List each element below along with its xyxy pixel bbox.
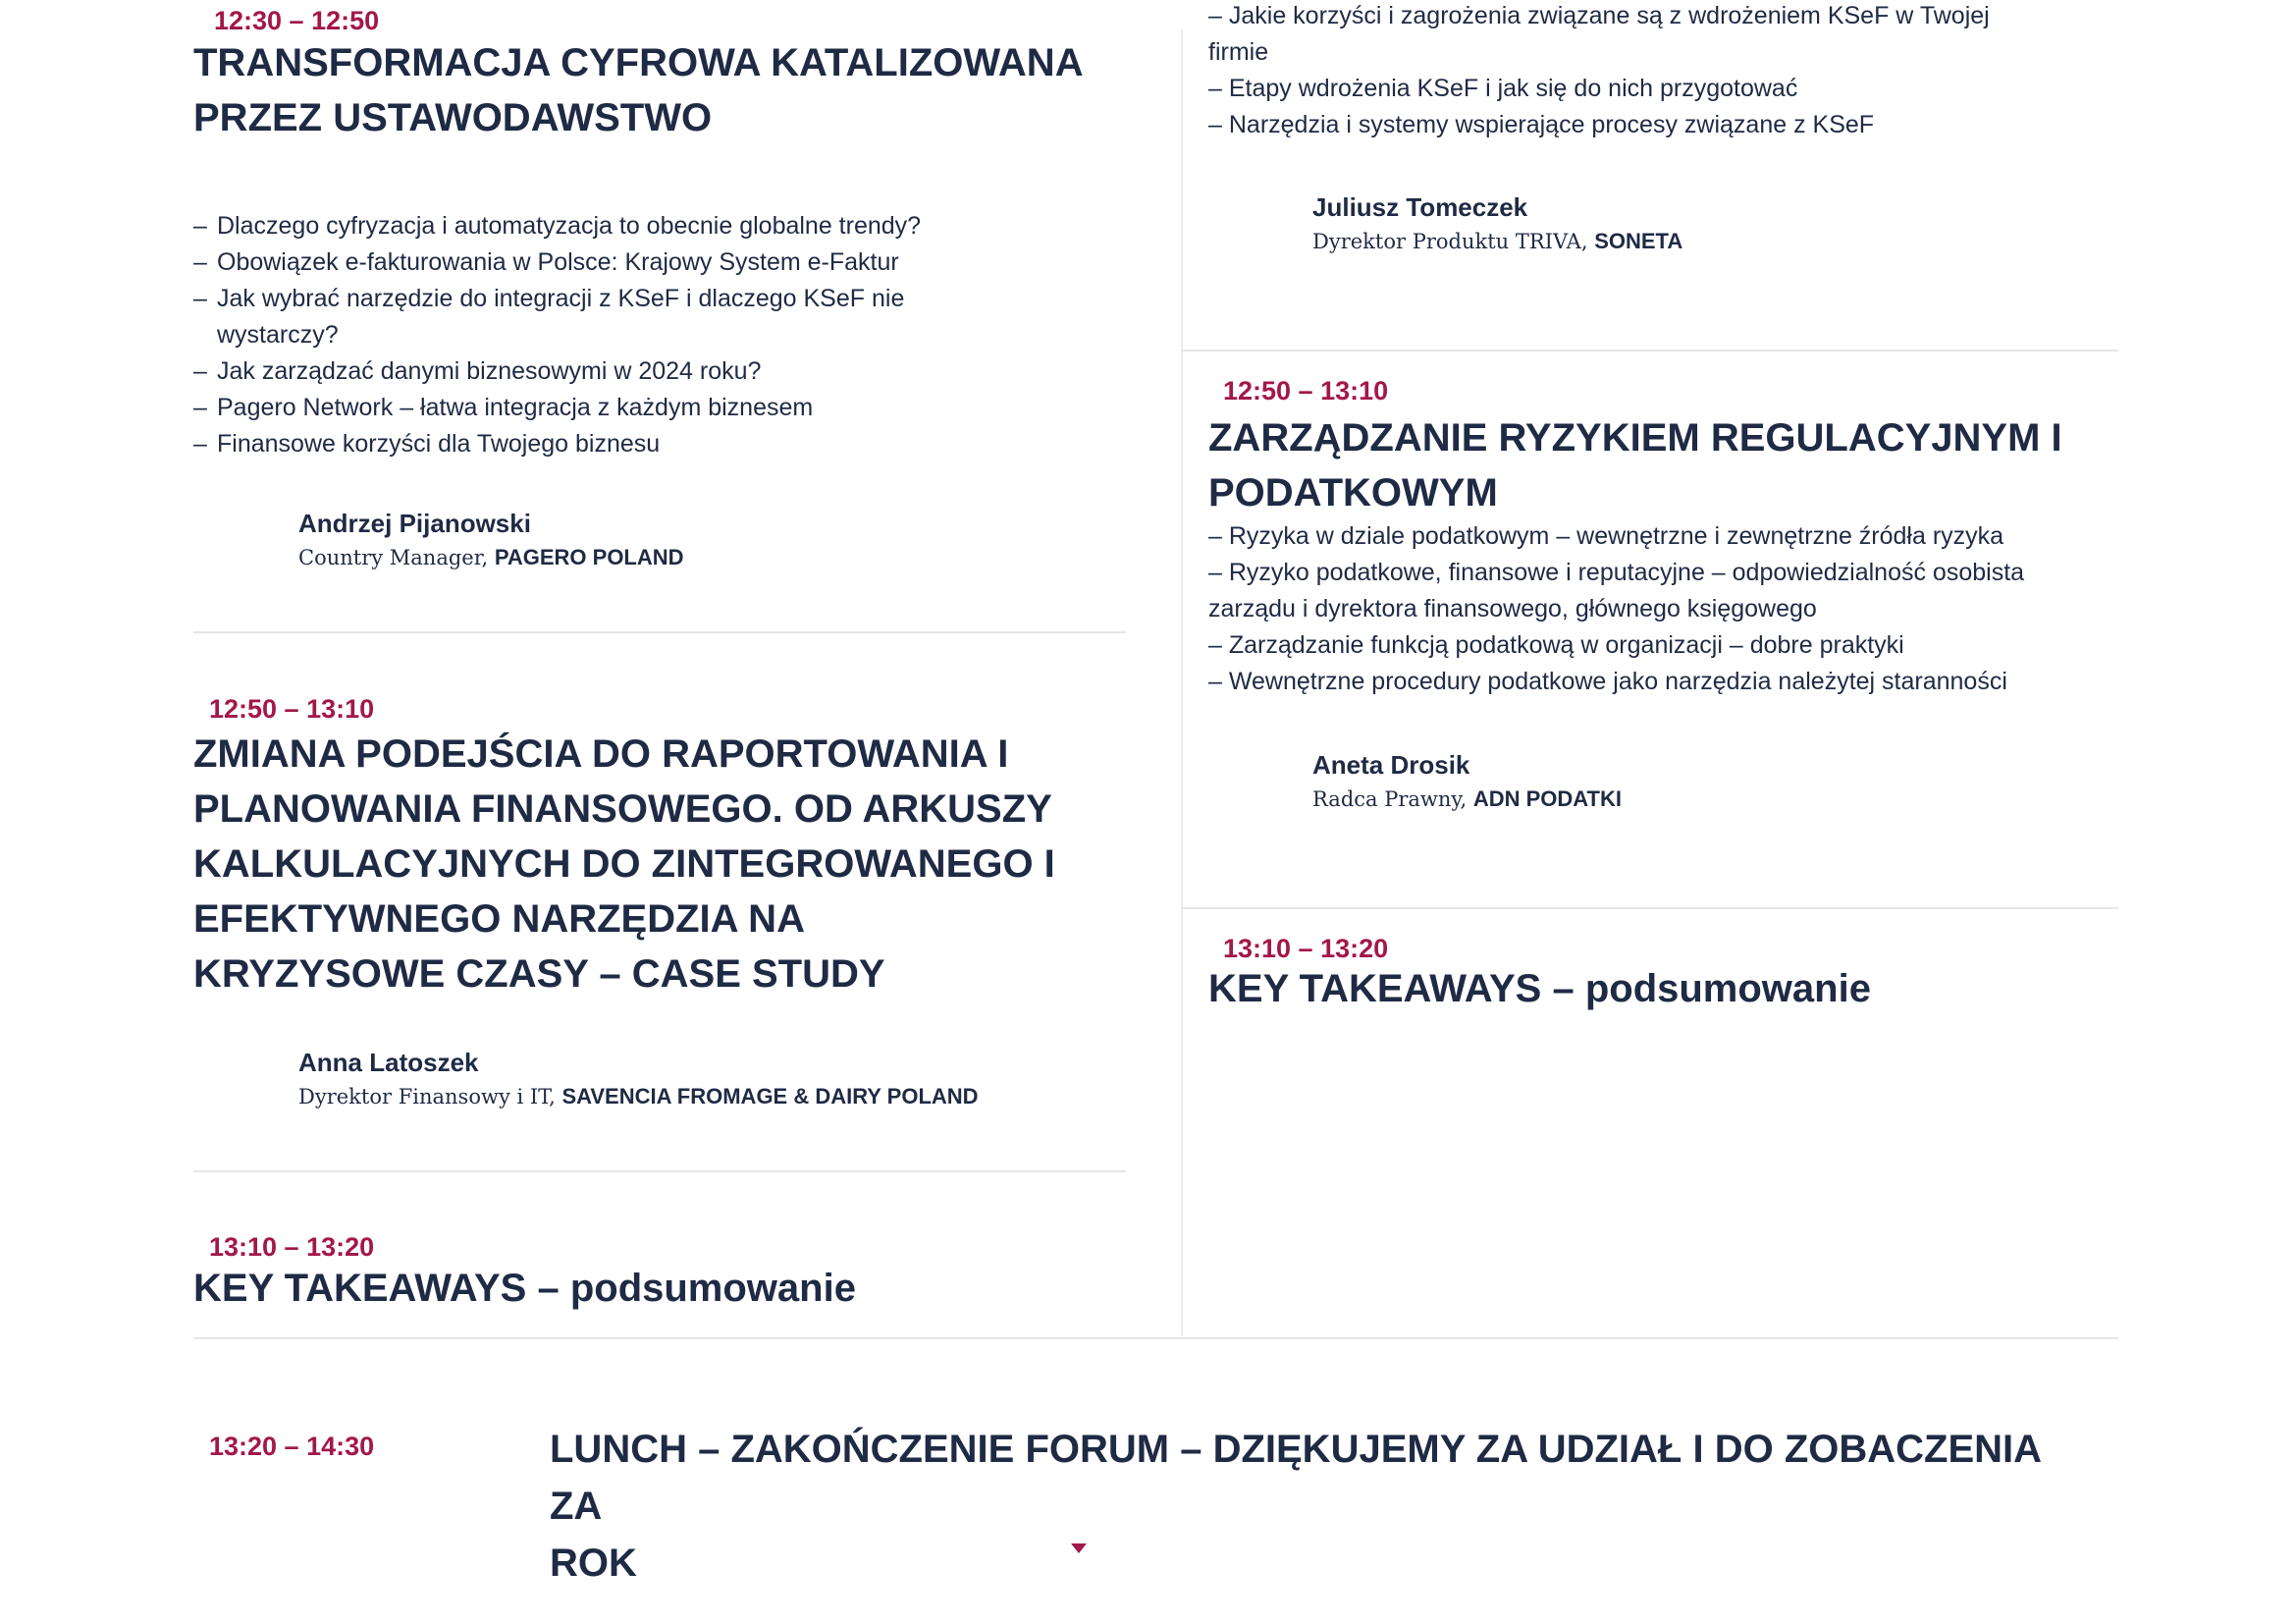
session-bullets xyxy=(193,208,1057,462)
bullet-item: – Etapy wdrożenia KSeF i jak się do nich przygotować xyxy=(1208,75,1798,102)
speaker-position: Country Manager, xyxy=(298,546,495,569)
session-bullets xyxy=(1208,518,2170,700)
session-title xyxy=(1208,410,2141,520)
title-line: TRANSFORMACJA CYFROWA KATALIZOWANA xyxy=(193,41,1084,84)
session-bullets xyxy=(1208,0,2170,143)
title-line: ZMIANA PODEJŚCIA DO RAPORTOWANIA I xyxy=(193,732,1009,776)
session-title xyxy=(193,727,1165,1001)
title-line: KRYZYSOWE CZASY – CASE STUDY xyxy=(193,952,885,996)
section-divider xyxy=(1181,907,2118,909)
bullet-text: Narzędzia i systemy wspierające procesy związane z KSeF xyxy=(1228,111,1875,138)
speaker-position: Radca Prawny, xyxy=(1312,787,1473,811)
triangle-down-icon xyxy=(1071,1543,1087,1553)
speaker-role xyxy=(298,545,684,570)
speaker-role xyxy=(1312,229,1682,254)
bullet-item: – Wewnętrzne procedury podatkowe jako narzędzia należytej staranności xyxy=(1208,668,2007,695)
speaker-company: ADN PODATKI xyxy=(1472,786,1622,811)
bullet-item: – Zarządzanie funkcją podatkową w organizacji – dobre praktyki xyxy=(1208,631,1904,659)
speaker xyxy=(298,1048,979,1109)
bullet-text: Wewnętrzne procedury podatkowe jako narzędzia należytej staranności xyxy=(1228,668,2007,695)
session-title: KEY TAKEAWAYS – podsumowanie xyxy=(1208,967,1871,1010)
bullet-item: – Dlaczego cyfryzacja i automatyzacja to obecnie globalne trendy? xyxy=(193,208,1057,244)
session-title: KEY TAKEAWAYS – podsumowanie xyxy=(193,1267,856,1310)
section-divider xyxy=(193,631,1126,633)
bullet-item: – Jak zarządzać danymi biznesowymi w 2024 roku? xyxy=(193,353,1057,390)
title-line: PRZEZ USTAWODAWSTWO xyxy=(193,96,713,139)
session-title xyxy=(193,35,1126,145)
bullet-continuation: firmie xyxy=(1208,38,1269,66)
bullet-item: – Pagero Network – łatwa integracja z każdym biznesem xyxy=(193,390,1057,426)
bullet-text: Ryzyko podatkowe, finansowe i reputacyjne – odpowiedzialność osobista xyxy=(1228,559,2025,586)
speaker-name: Andrzej Pijanowski xyxy=(298,509,531,538)
bullet-item: – Ryzyko podatkowe, finansowe i reputacyjne – odpowiedzialność osobista xyxy=(1208,559,2025,586)
session-time: 12:30 – 12:50 xyxy=(214,6,380,35)
bullet-continuation: zarządu i dyrektora finansowego, głównego księgowego xyxy=(1208,595,1817,622)
bullet-item: – Jak wybrać narzędzie do integracji z KSeF i dlaczego KSeF nie wystarczy? xyxy=(193,281,992,353)
bullet-text: Zarządzanie funkcją podatkową w organizacji – dobre praktyki xyxy=(1228,631,1904,659)
bullet-text: Ryzyka w dziale podatkowym – wewnętrzne i zewnętrzne źródła ryzyka xyxy=(1228,522,2004,550)
bullet-text: Jakie korzyści i zagrożenia związane są z wdrożeniem KSeF w Twojej xyxy=(1228,2,1990,29)
bullet-item: – Ryzyka w dziale podatkowym – wewnętrzne i zewnętrzne źródła ryzyka xyxy=(1208,522,2004,550)
bullet-item: – Narzędzia i systemy wspierające procesy związane z KSeF xyxy=(1208,111,1875,138)
speaker xyxy=(298,509,684,570)
session-title xyxy=(550,1421,2081,1592)
title-line: LUNCH – ZAKOŃCZENIE FORUM – DZIĘKUJEMY ZA UDZIAŁ I DO ZOBACZENIA ZA xyxy=(550,1428,2041,1528)
section-divider xyxy=(193,1170,1126,1172)
session-time: 12:50 – 13:10 xyxy=(1223,376,1389,406)
session-time: 13:10 – 13:20 xyxy=(209,1232,375,1262)
column-divider xyxy=(1181,29,1183,1335)
speaker-name: Juliusz Tomeczek xyxy=(1312,192,1528,222)
bullet-item: – Obowiązek e-fakturowania w Polsce: Krajowy System e-Faktur xyxy=(193,244,1057,281)
bullet-item: – Jakie korzyści i zagrożenia związane są z wdrożeniem KSeF w Twojej xyxy=(1208,2,1990,29)
speaker-name: Aneta Drosik xyxy=(1312,750,1470,780)
speaker-role xyxy=(1312,786,1622,812)
title-line: PODATKOWYM xyxy=(1208,471,1498,514)
session-time: 13:10 – 13:20 xyxy=(1223,934,1389,963)
speaker xyxy=(1312,192,1682,254)
title-line: EFEKTYWNEGO NARZĘDZIA NA xyxy=(193,897,805,941)
speaker-company: PAGERO POLAND xyxy=(494,545,684,569)
speaker-role xyxy=(298,1084,979,1109)
speaker xyxy=(1312,750,1622,812)
title-line: KALKULACYJNYCH DO ZINTEGROWANEGO I xyxy=(193,842,1055,886)
title-line: PLANOWANIA FINANSOWEGO. OD ARKUSZY xyxy=(193,787,1052,831)
speaker-position: Dyrektor Produktu TRIVA, xyxy=(1312,230,1595,253)
speaker-name: Anna Latoszek xyxy=(298,1048,479,1077)
session-time: 13:20 – 14:30 xyxy=(209,1432,375,1461)
bullet-text: Etapy wdrożenia KSeF i jak się do nich przygotować xyxy=(1228,75,1798,102)
speaker-company: SONETA xyxy=(1594,229,1683,253)
title-line: ROK xyxy=(550,1542,637,1585)
section-divider xyxy=(193,1337,2118,1339)
section-divider xyxy=(1181,350,2118,352)
speaker-position: Dyrektor Finansowy i IT, xyxy=(298,1085,562,1109)
bullet-item: – Finansowe korzyści dla Twojego biznesu xyxy=(193,426,1057,462)
session-time: 12:50 – 13:10 xyxy=(209,694,375,724)
speaker-company: SAVENCIA FROMAGE & DAIRY POLAND xyxy=(561,1084,979,1109)
title-line: ZARZĄDZANIE RYZYKIEM REGULACYJNYM I xyxy=(1208,416,2062,460)
